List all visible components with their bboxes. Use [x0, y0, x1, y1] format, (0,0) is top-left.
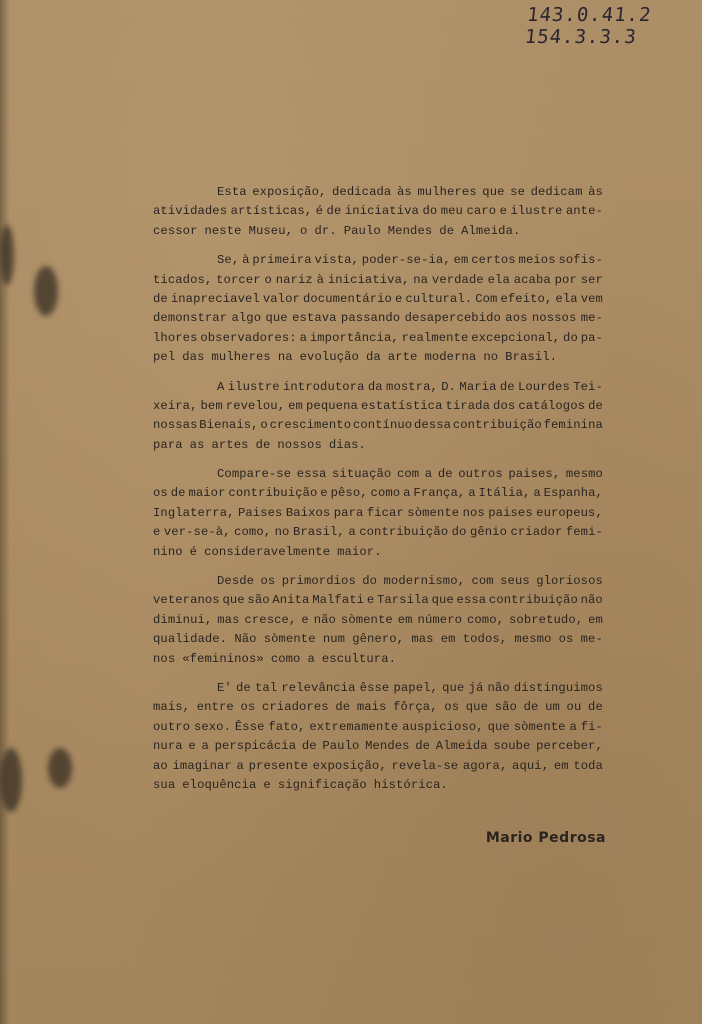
text-line: sua eloquência e significação histórica.	[153, 777, 448, 792]
text-line: Compare-se essa situação com a de outros paises, mesmo	[217, 467, 603, 482]
text-line: Desde os primordios do modernismo, com seus gloriosos	[217, 574, 603, 589]
call-number: 154.3.3.3	[523, 26, 638, 48]
paragraph	[153, 251, 603, 367]
call-number: 143.0.41.2	[526, 4, 653, 26]
text-line: nossas Bienais, o crescimento contínuo dessa contribuição feminina	[153, 418, 603, 433]
text-line: outro sexo. Êsse fato, extremamente auspicioso, que sòmente a fi-	[153, 719, 603, 734]
signature: Mario Pedrosa	[485, 830, 606, 846]
paragraph	[153, 378, 603, 456]
text-line: cessor neste Museu, o dr. Paulo Mendes de Almeida.	[153, 223, 521, 238]
text-line: veteranos que são Anita Malfati e Tarsila que essa contribuição não	[153, 593, 603, 608]
text-line: Esta exposição, dedicada às mulheres que se dedicam às	[217, 185, 603, 199]
text-line: A ilustre introdutora da mostra, D. Maria de Lourdes Tei-	[217, 379, 603, 394]
text-line: atividades artísticas, é de iniciativa do meu caro e ilustre ante-	[153, 204, 603, 219]
ink-stain	[48, 748, 72, 788]
binding-edge-shadow	[0, 0, 10, 1024]
text-line: e ver-se-à, como, no Brasil, a contribuição do gênio criador femi-	[153, 525, 603, 540]
paragraph	[153, 572, 603, 669]
ink-stain	[34, 266, 58, 316]
ink-stain	[0, 225, 14, 285]
text-line: nino é consideravelmente maior.	[153, 544, 382, 559]
text-line: E' de tal relevância êsse papel, que já não distinguimos	[217, 680, 603, 695]
text-line: Inglaterra, Paises Baixos para ficar sòmente nos paises europeus,	[153, 505, 603, 520]
text-line: ao imaginar a presente exposição, revela-se agora, aqui, em toda	[153, 758, 603, 773]
text-line: pel das mulheres na evolução da arte moderna no Brasil.	[153, 350, 558, 365]
text-line: de inapreciavel valor documentário e cultural. Com efeito, ela vem	[153, 291, 603, 306]
text-line: ticados, torcer o nariz à iniciativa, na verdade ela acaba por ser	[153, 272, 603, 287]
text-line: lhores observadores: a importância, realmente excepcional, do pa-	[153, 330, 603, 345]
text-line: xeira, bem revelou, em pequena estatística tirada dos catálogos de	[153, 398, 603, 413]
ink-stain	[0, 748, 22, 812]
text-line: nura e a perspicácia de Paulo Mendes de Almeida soube perceber,	[153, 739, 603, 754]
text-line: mais, entre os criadores de mais fôrça, os que são de um ou de	[153, 700, 603, 715]
text-line: Se, à primeira vista, poder-se-ia, em certos meios sofis-	[217, 253, 603, 268]
text-line: demonstrar algo que estava passando desapercebido aos nossos me-	[153, 311, 603, 326]
paragraph	[153, 183, 603, 241]
paragraph	[153, 679, 603, 795]
text-line: qualidade. Não sòmente num gênero, mas em todos, mesmo os me-	[153, 632, 603, 647]
text-line: os de maior contribuição e pêso, como a França, a Itália, a Espanha,	[153, 486, 603, 501]
text-line: nos «femininos» como a escultura.	[153, 651, 397, 666]
text-line: para as artes de nossos dias.	[153, 437, 366, 452]
body-text	[153, 183, 603, 805]
paragraph	[153, 465, 603, 562]
text-line: diminui, mas cresce, e não sòmente em número como, sobretudo, em	[153, 612, 603, 627]
archive-call-numbers	[524, 4, 699, 48]
